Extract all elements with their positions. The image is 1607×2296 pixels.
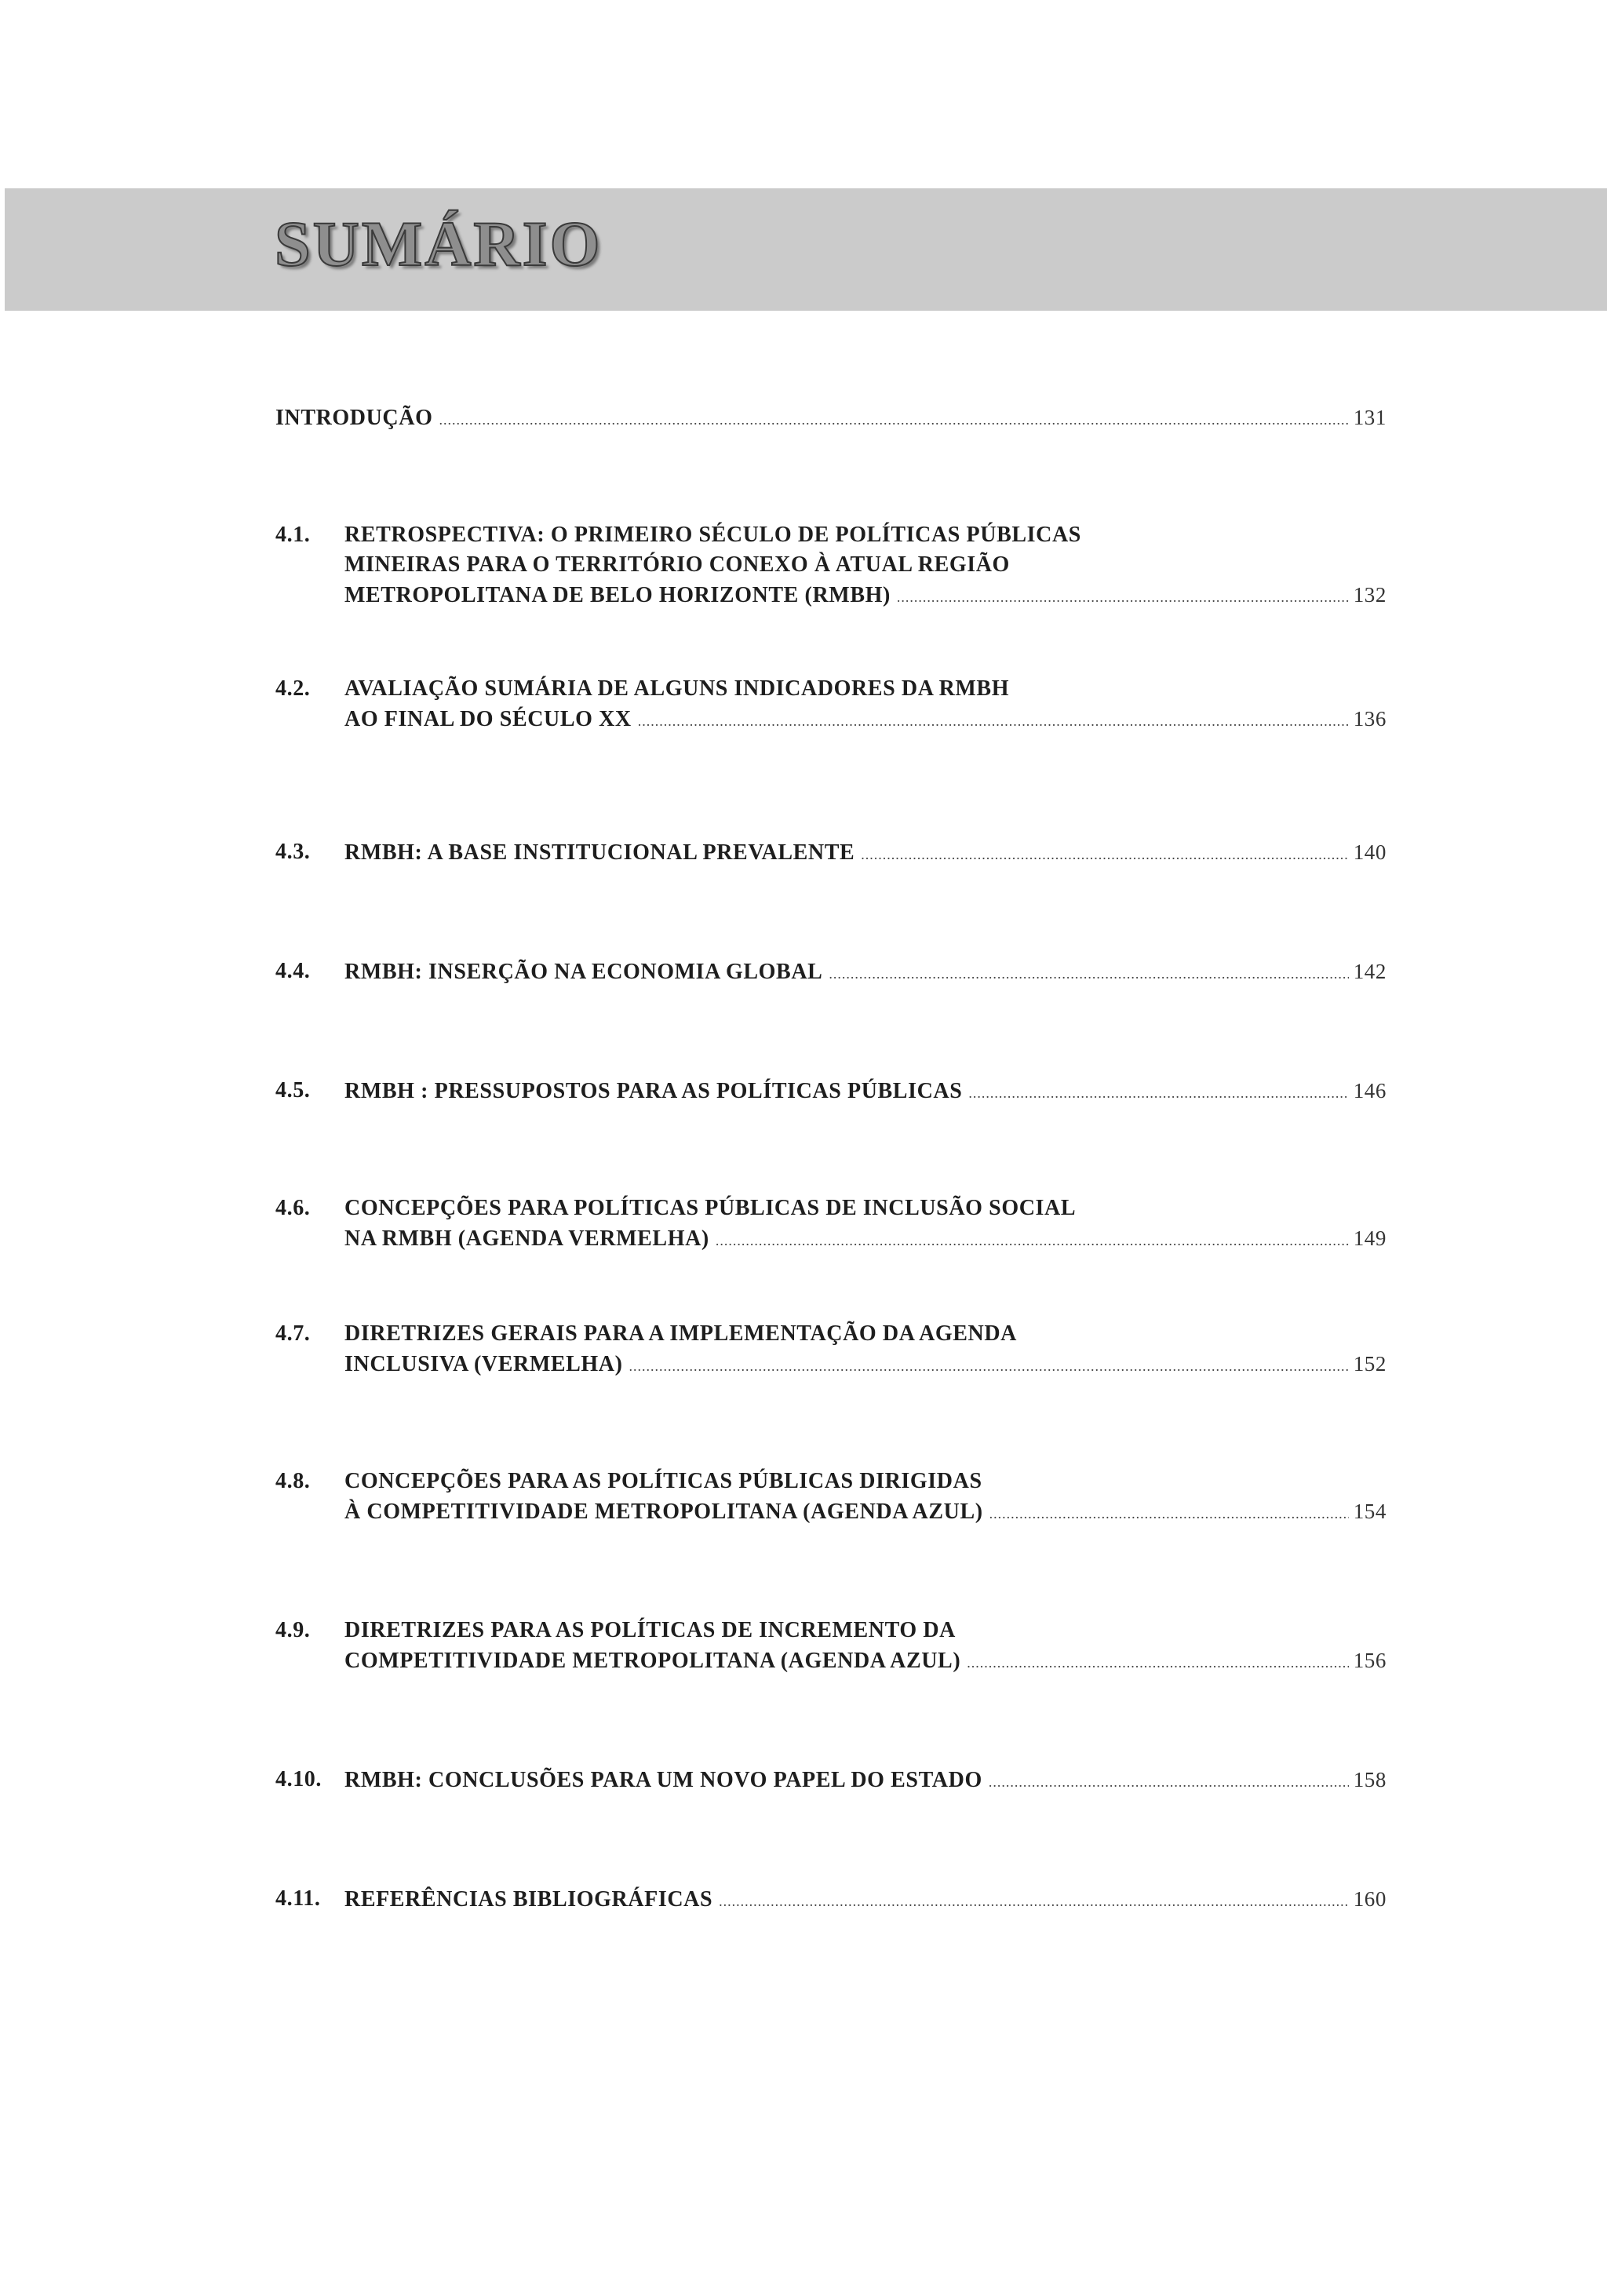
toc-page-number: 132 xyxy=(1353,583,1387,607)
toc-entry-title: METROPOLITANA DE BELO HORIZONTE (RMBH) xyxy=(344,583,891,607)
toc-entry-row xyxy=(344,579,1387,613)
toc-page-number: 142 xyxy=(1353,960,1387,983)
toc-entry-title: À COMPETITIVIDADE METROPOLITANA (AGENDA AZUL) xyxy=(344,1500,983,1524)
toc-entry-row xyxy=(275,402,1387,436)
header-band xyxy=(5,188,1607,311)
toc-entry-line xyxy=(275,1883,1387,1915)
toc-entry-number: 4.6. xyxy=(275,1196,311,1220)
toc-page-number: 136 xyxy=(1353,707,1387,731)
toc-entry-line xyxy=(275,956,1387,987)
toc-entry-row xyxy=(344,1223,1387,1256)
toc-entry-number: 4.2. xyxy=(275,676,311,701)
toc-page-number: 152 xyxy=(1353,1352,1387,1376)
toc-page-number: 149 xyxy=(1353,1226,1387,1250)
toc-entry-line xyxy=(275,1496,1387,1527)
toc-entry-title: AVALIAÇÃO SUMÁRIA DE ALGUNS INDICADORES DA RMBH xyxy=(344,676,1010,701)
toc-entry-line xyxy=(275,1318,1387,1350)
dot-leader xyxy=(989,1498,1349,1529)
toc-entry-number: 4.7. xyxy=(275,1321,311,1346)
toc-entry-line xyxy=(275,1193,1387,1224)
toc-page-number: 146 xyxy=(1353,1079,1387,1102)
toc-page-number: 158 xyxy=(1353,1768,1387,1791)
toc-entry-number: 4.5. xyxy=(275,1078,311,1102)
toc-entry-title: INTRODUÇÃO xyxy=(275,406,433,430)
toc-entry-number: 4.9. xyxy=(275,1618,311,1642)
toc-entry-line xyxy=(275,549,1387,581)
dot-leader xyxy=(989,1766,1349,1798)
toc-entry-title: DIRETRIZES GERAIS PARA A IMPLEMENTAÇÃO DA AGENDA xyxy=(344,1321,1018,1346)
toc-entry-row xyxy=(344,1348,1387,1382)
dot-leader xyxy=(439,404,1348,436)
toc-entry-row xyxy=(344,1883,1387,1917)
toc-entry-line xyxy=(275,1615,1387,1646)
dot-leader xyxy=(897,581,1349,613)
toc-entry-title: RMBH: A BASE INSTITUCIONAL PREVALENTE xyxy=(344,840,855,865)
toc-entry-row xyxy=(344,956,1387,989)
toc-entry-line xyxy=(275,1466,1387,1497)
toc-entry-row xyxy=(344,836,1387,870)
toc-page-number: 131 xyxy=(1353,406,1387,429)
toc-entry-line xyxy=(275,402,1387,433)
toc-entry-title: RMBH: CONCLUSÕES PARA UM NOVO PAPEL DO ESTADO xyxy=(344,1768,982,1792)
toc-page-number: 160 xyxy=(1353,1887,1387,1911)
toc-entry-number: 4.11. xyxy=(275,1886,321,1911)
dot-leader xyxy=(716,1225,1349,1256)
toc-entry-title: INCLUSIVA (VERMELHA) xyxy=(344,1352,623,1376)
dot-leader xyxy=(861,839,1348,870)
toc-page-number: 154 xyxy=(1353,1500,1387,1523)
toc-entry-title: CONCEPÇÕES PARA POLÍTICAS PÚBLICAS DE INCLUSÃO SOCIAL xyxy=(344,1196,1077,1220)
toc-entry-line xyxy=(275,1764,1387,1795)
toc-page-number: 140 xyxy=(1353,840,1387,864)
toc-entry-row xyxy=(344,703,1387,737)
toc-entry-line xyxy=(275,519,1387,551)
dot-leader xyxy=(719,1886,1349,1917)
dot-leader xyxy=(967,1647,1348,1678)
toc-entry-number: 4.1. xyxy=(275,523,311,547)
toc-entry-line xyxy=(275,1348,1387,1379)
toc-entry-line xyxy=(275,836,1387,868)
toc-entry-title: AO FINAL DO SÉCULO XX xyxy=(344,707,632,731)
toc-entry-line xyxy=(275,1075,1387,1106)
toc-entry-row xyxy=(344,1496,1387,1529)
toc-entry-title: REFERÊNCIAS BIBLIOGRÁFICAS xyxy=(344,1887,713,1912)
dot-leader xyxy=(829,958,1348,989)
toc-entry-line xyxy=(275,1223,1387,1254)
toc-entry-row xyxy=(344,1764,1387,1798)
toc-entry-title: DIRETRIZES PARA AS POLÍTICAS DE INCREMENTO DA xyxy=(344,1618,957,1642)
toc-entry-title: MINEIRAS PARA O TERRITÓRIO CONEXO À ATUAL REGIÃO xyxy=(344,552,1010,577)
toc-entry-line xyxy=(275,1645,1387,1676)
toc-entry-row xyxy=(344,1075,1387,1109)
toc-entry-title: CONCEPÇÕES PARA AS POLÍTICAS PÚBLICAS DIRIGIDAS xyxy=(344,1469,982,1493)
toc-entry-title: NA RMBH (AGENDA VERMELHA) xyxy=(344,1226,709,1251)
toc-entry-title: RMBH: INSERÇÃO NA ECONOMIA GLOBAL xyxy=(344,960,823,984)
toc-entry-title: COMPETITIVIDADE METROPOLITANA (AGENDA AZUL) xyxy=(344,1649,961,1673)
dot-leader xyxy=(638,705,1349,737)
toc-entry-title: RMBH : PRESSUPOSTOS PARA AS POLÍTICAS PÚBLICAS xyxy=(344,1079,963,1103)
toc-entry-number: 4.4. xyxy=(275,959,311,983)
toc-page-number: 156 xyxy=(1353,1649,1387,1672)
dot-leader xyxy=(968,1077,1348,1109)
toc-entry-number: 4.8. xyxy=(275,1469,311,1493)
toc-entry-line xyxy=(275,673,1387,705)
toc-entry-title: RETROSPECTIVA: O PRIMEIRO SÉCULO DE POLÍTICAS PÚBLICAS xyxy=(344,523,1081,547)
toc-entry-number: 4.10. xyxy=(275,1767,322,1791)
dot-leader xyxy=(629,1350,1349,1382)
toc-entry-row xyxy=(344,1645,1387,1678)
toc-entry-line xyxy=(275,703,1387,734)
page-title: SUMÁRIO xyxy=(275,208,603,279)
toc-entry-number: 4.3. xyxy=(275,840,311,864)
toc-entry-line xyxy=(275,579,1387,610)
